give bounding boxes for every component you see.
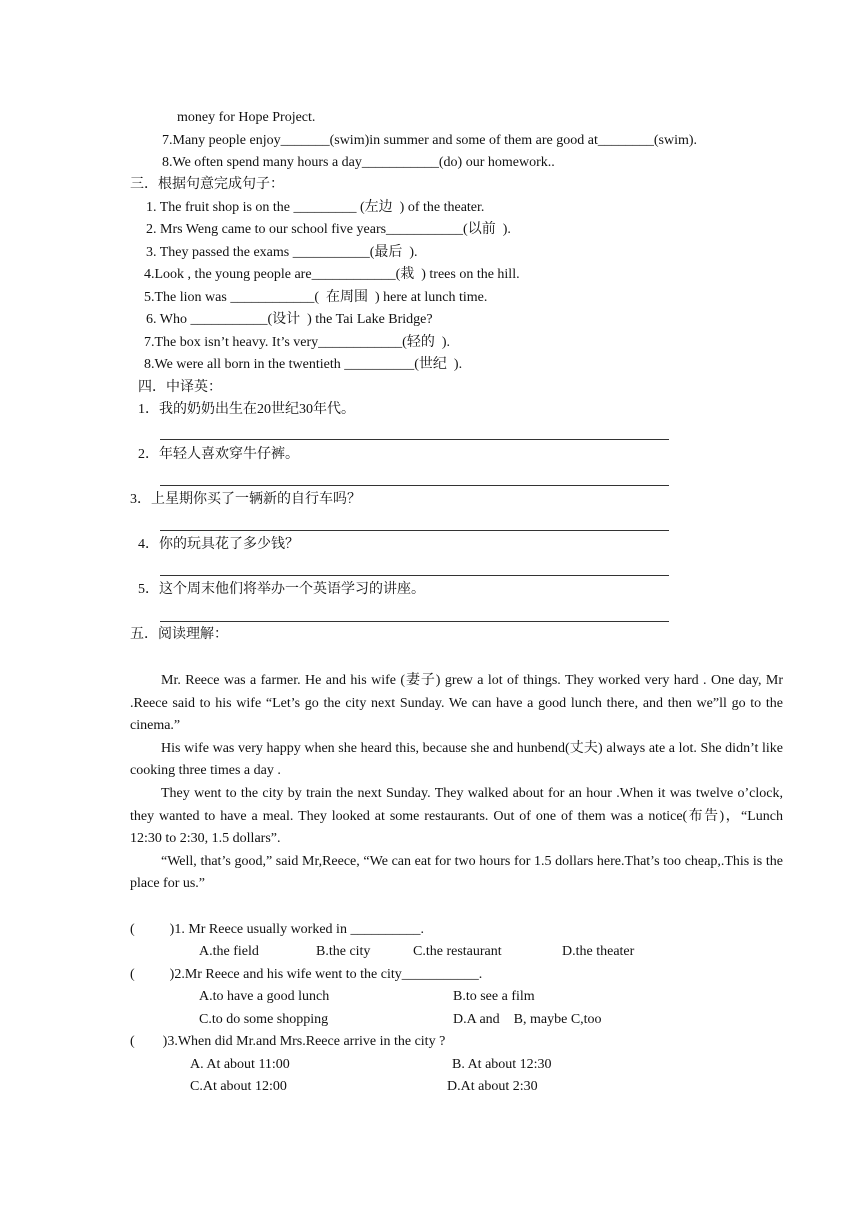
question-3-option-c: C.At about 12:00 <box>190 1079 287 1094</box>
question-3-stem: ( )3.When did Mr.and Mrs.Reece arrive in the city ? <box>130 1034 446 1049</box>
question-3-option-a: A. At about 11:00 <box>190 1057 290 1072</box>
answer-line-1 <box>160 439 669 440</box>
section4-item-5: 5．这个周末他们将举办一个英语学习的讲座。 <box>138 582 425 597</box>
section4-heading: 四．中译英： <box>138 380 222 395</box>
passage-paragraph-2: His wife was very happy when she heard this, because she and hunbend(丈夫) always ate a lot. She didn’t like cooking three times a day . <box>130 740 783 779</box>
section3-item-1: 1. The fruit shop is on the _________ (左边 ) of the theater. <box>146 200 485 215</box>
question-1-option-c: C.the restaurant <box>413 944 502 959</box>
section4-item-4: 4．你的玩具花了多少钱？ <box>138 537 299 552</box>
reading-passage <box>130 670 783 896</box>
section3-heading: 三．根据句意完成句子： <box>130 177 284 192</box>
section2-item-6-continuation: money for Hope Project. <box>177 110 316 125</box>
section4-item-2: 2．年轻人喜欢穿牛仔裤。 <box>138 447 299 462</box>
section3-item-5: 5.The lion was ____________( 在周围 ) here at lunch time. <box>144 290 488 305</box>
answer-line-4 <box>160 575 669 576</box>
question-1-stem: ( )1. Mr Reece usually worked in __________. <box>130 922 424 937</box>
passage-paragraph-4: “Well, that’s good,” said Mr,Reece, “We can eat for two hours for 1.5 dollars here.That’s too cheap,.This is the place for us.” <box>130 853 783 892</box>
question-1-option-a: A.the field <box>199 944 259 959</box>
question-2-option-a: A.to have a good lunch <box>199 989 330 1004</box>
question-2-option-c: C.to do some shopping <box>199 1012 329 1027</box>
section3-item-7: 7.The box isn’t heavy. It’s very____________(轻的 ). <box>144 335 451 350</box>
question-3-option-d: D.At about 2:30 <box>447 1079 538 1094</box>
passage-paragraph-1: Mr. Reece was a farmer. He and his wife (妻子) grew a lot of things. They worked very hard . One day, Mr .Reece said to his wife “Let’s go the city next Sunday. We can have a good lunch there, and then we”ll go to the cinema.” <box>130 673 783 734</box>
section3-item-8: 8.We were all born in the twentieth __________(世纪 ). <box>144 357 463 372</box>
answer-line-5 <box>160 621 669 622</box>
question-2-option-d: D.A and B, maybe C,too <box>453 1012 602 1027</box>
section5-heading: 五．阅读理解： <box>130 627 228 642</box>
section2-item-8: 8.We often spend many hours a day___________(do) our homework.. <box>162 155 555 170</box>
section4-item-1: 1．我的奶奶出生在20世纪30年代。 <box>138 402 355 417</box>
question-1-option-b: B.the city <box>316 944 371 959</box>
question-2-stem: ( )2.Mr Reece and his wife went to the city___________. <box>130 967 483 982</box>
answer-line-2 <box>160 485 669 486</box>
answer-line-3 <box>160 530 669 531</box>
section3-item-4: 4.Look , the young people are____________(栽 ) trees on the hill. <box>144 267 520 282</box>
question-1-option-d: D.the theater <box>562 944 635 959</box>
passage-paragraph-3: They went to the city by train the next Sunday. They walked about for an hour .When it was twelve o’clock, they wanted to have a meal. They looked at some restaurants. Out of one of them was a notice(布告)，“Lunch 12:30 to 2:30, 1.5 dollars”. <box>130 785 783 847</box>
question-3-option-b: B. At about 12:30 <box>452 1057 552 1072</box>
section3-item-6: 6. Who ___________(设计 ) the Tai Lake Bridge? <box>146 312 433 327</box>
section4-item-3: 3．上星期你买了一辆新的自行车吗？ <box>130 492 361 507</box>
section3-item-2: 2. Mrs Weng came to our school five years___________(以前 ). <box>146 222 511 237</box>
section2-item-7: 7.Many people enjoy_______(swim)in summer and some of them are good at________(swim). <box>162 133 698 148</box>
section3-item-3: 3. They passed the exams ___________(最后 ). <box>146 245 418 260</box>
question-2-option-b: B.to see a film <box>453 989 535 1004</box>
